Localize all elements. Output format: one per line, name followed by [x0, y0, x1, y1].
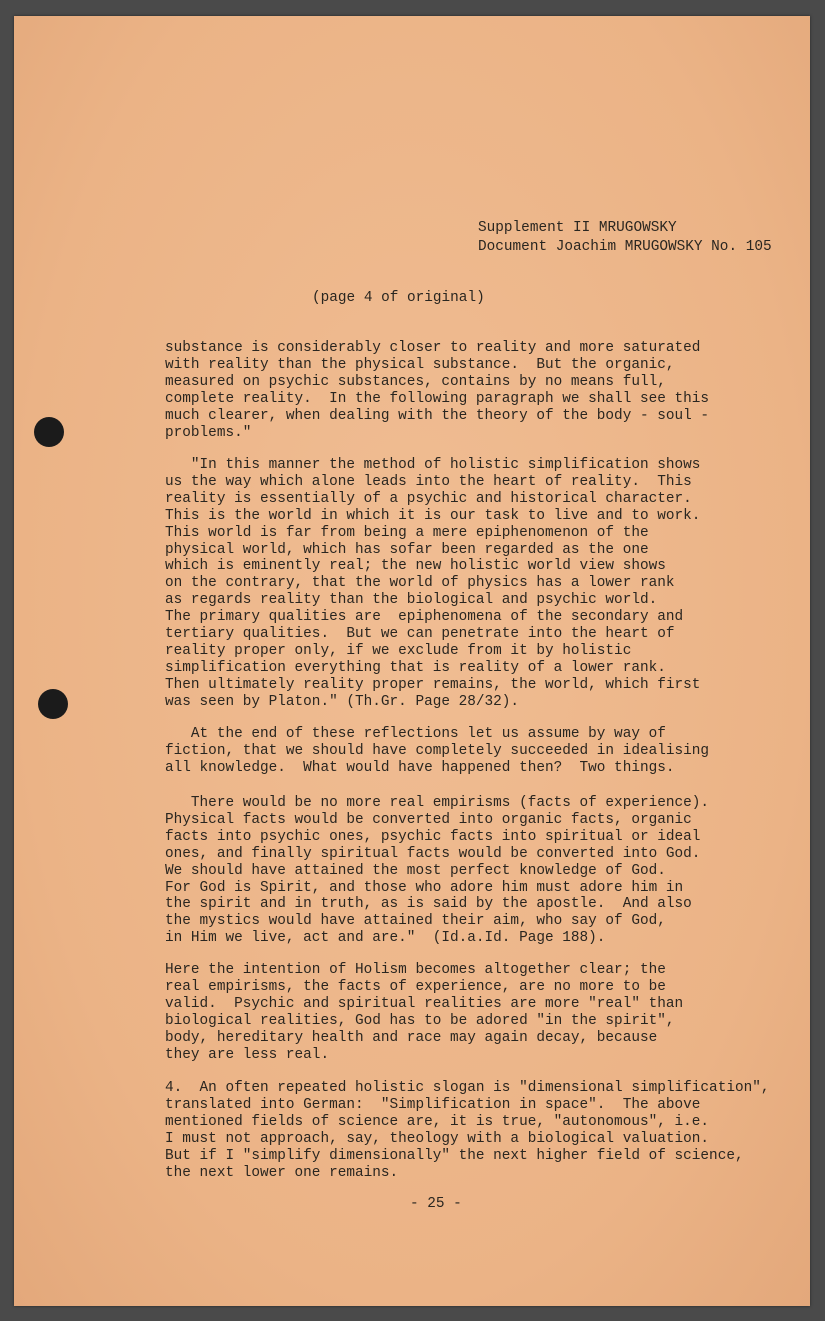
page-number: - 25 -: [410, 1196, 462, 1212]
page-reference: (page 4 of original): [312, 290, 485, 306]
punch-hole-top: [34, 417, 64, 447]
paragraph-2: "In this manner the method of holistic simplification shows us the way which alone leads into the heart of reality. This reality is essentially of a psychic and historical character. This is the world in which it is our task to live and to work. This world is far from being a mere epiphenomenon of the physical world, which has sofar been regarded as the one which is eminently real; the new holistic world view shows on the contrary, that the world of physics has a lower rank as regards reality than the biological and psychic world. The primary qualities are epiphenomena of the secondary and tertiary qualities. But we can penetrate into the heart of reality proper only, if we exclude from it by holistic simplification everything that is reality of a lower rank. Then ultimately reality proper remains, the world, which first was seen by Platon." (Th.Gr. Page 28/32).: [165, 457, 701, 710]
paragraph-4: There would be no more real empirisms (facts of experience). Physical facts would be converted into organic facts, organic facts into psychic ones, psychic facts into spiritual or ideal ones, and finally spiritual facts would be converted into God. We should have attained the most perfect knowledge of God. For God is Spirit, and those who adore him must adore him in the spirit and in truth, as is said by the apostle. And also the mystics would have attained their aim, who say of God, in Him we live, act and are." (Id.a.Id. Page 188).: [165, 795, 710, 947]
punch-hole-bottom: [38, 689, 68, 719]
paragraph-5: Here the intention of Holism becomes altogether clear; the real empirisms, the facts of experience, are no more to be valid. Psychic and spiritual realities are more "real" than biological realities, God has to be adored "in the spirit", body, hereditary health and race may again decay, because they are less real.: [165, 962, 684, 1063]
header-supplement: Supplement II MRUGOWSKY: [478, 220, 677, 236]
paragraph-1: substance is considerably closer to reality and more saturated with reality than the physical substance. But the organic, measured on psychic substances, contains by no means full, complete reality. In the following paragraph we shall see this much clearer, when dealing with the theory of the body - soul - problems.": [165, 340, 710, 441]
header-document-number: Document Joachim MRUGOWSKY No. 105: [478, 239, 772, 255]
paragraph-6: 4. An often repeated holistic slogan is "dimensional simplification", translated into German: "Simplification in space". The above mentioned fields of science are, it is true, "autonomous", i.e. I must not approach, say, theology with a biological valuation. But if I "simplify dimensionally" the next higher field of science, the next lower one remains.: [165, 1080, 770, 1181]
paragraph-3: At the end of these reflections let us assume by way of fiction, that we should have completely succeeded in idealising all knowledge. What would have happened then? Two things.: [165, 726, 710, 776]
